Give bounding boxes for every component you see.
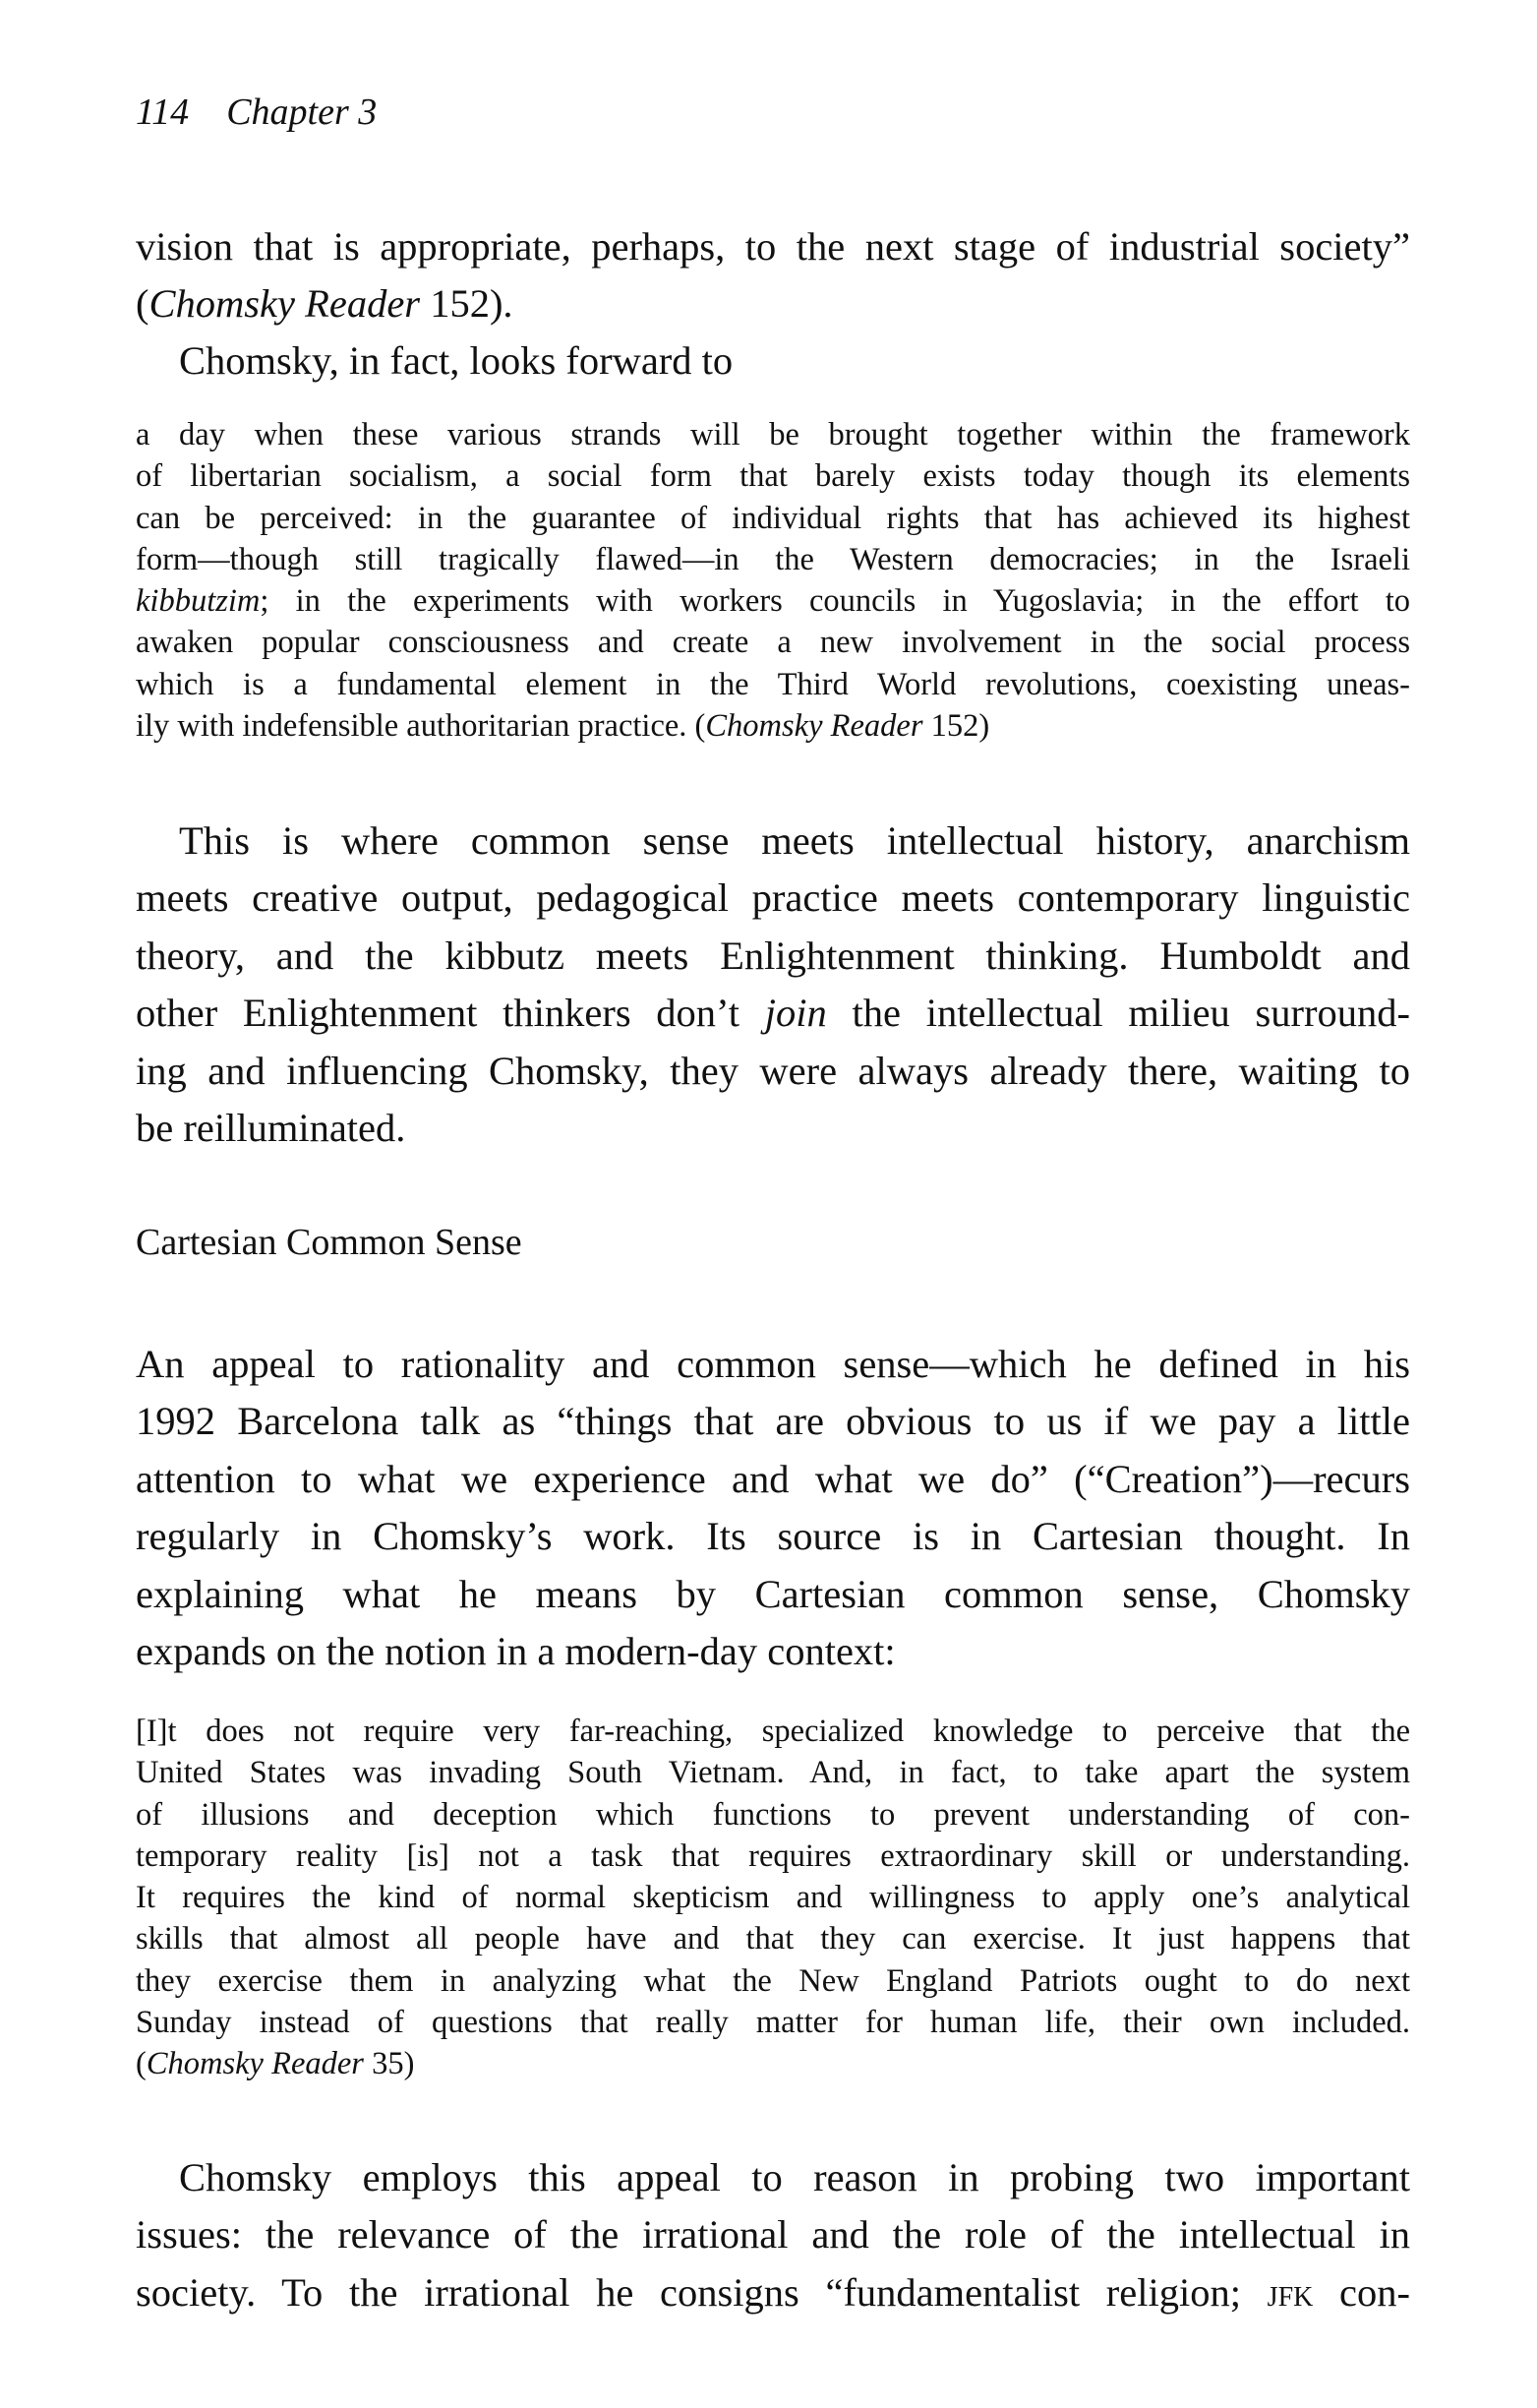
text-line: be reilluminated. (136, 1106, 406, 1151)
text-line: regularly in Chomsky’s work. Its source is in Cartesian thought. In (136, 1514, 1410, 1559)
text-line: ing and influencing Chomsky, they were always already there, waiting to (136, 1048, 1410, 1093)
quote-line: a day when these various strands will be brought together within the framework (136, 417, 1410, 452)
text-line: meets creative output, pedagogical practice meets contemporary linguistic (136, 875, 1410, 921)
citation-title: Chomsky Reader (705, 708, 923, 745)
quote-line: [I]t does not require very far-reaching, specialized knowledge to perceive that the (136, 1714, 1410, 1749)
text-line: vision that is appropriate, perhaps, to the next stage of industrial society” (136, 224, 1410, 269)
citation-title: Chomsky Reader (148, 281, 421, 327)
page-number: 114 (136, 91, 190, 133)
running-header (136, 90, 377, 134)
small-caps-abbreviation: jfk (1267, 2269, 1314, 2315)
text-line: Chomsky employs this appeal to reason in probing two important (179, 2155, 1410, 2199)
text-line: 1992 Barcelona talk as “things that are obvious to us if we pay a little (136, 1399, 1410, 1444)
quote-line: awaken popular consciousness and create a new involvement in the social process (136, 625, 1410, 661)
text-line: expands on the notion in a modern-day context: (136, 1629, 896, 1674)
text-line: attention to what we experience and what we do” (“Creation”)—recurs (136, 1456, 1410, 1501)
italic-term: join (764, 991, 827, 1036)
paragraph-reason (136, 2149, 1410, 2321)
text-line: other Enlightenment thinkers don’t join the intellectual milieu surround- (136, 991, 1410, 1036)
quote-line: kibbutzim; in the experiments with workers councils in Yugoslavia; in the effort to (136, 583, 1410, 620)
text-line: This is where common sense meets intellectual history, anarchism (179, 818, 1410, 863)
quote-line: which is a fundamental element in the Third World revolutions, coexisting uneas- (136, 666, 1410, 702)
citation-title: Chomsky Reader (146, 2046, 364, 2082)
paragraph-lead-in: Chomsky, in fact, looks forward to (179, 338, 734, 383)
quote-line: (Chomsky Reader 35) (136, 2046, 415, 2082)
quote-line: can be perceived: in the guarantee of individual rights that has achieved its highest (136, 500, 1410, 536)
text-line: explaining what he means by Cartesian common sense, Chomsky (136, 1571, 1410, 1616)
quote-line: Sunday instead of questions that really matter for human life, their own included. (136, 2005, 1410, 2041)
paragraph-continuation (136, 218, 1410, 333)
quote-line: ily with indefensible authoritarian practice. (Chomsky Reader 152) (136, 708, 990, 745)
text-line: theory, and the kibbutz meets Enlightenment thinking. Humboldt and (136, 933, 1410, 978)
text-line: An appeal to rationality and common sense—which he defined in his (136, 1342, 1410, 1386)
paragraph-cartesian (136, 1336, 1410, 1680)
text-line: society. To the irrational he consigns “fundamentalist religion; jfk con- (136, 2269, 1410, 2315)
quote-line: form—though still tragically flawed—in the Western democracies; in the Israeli (136, 541, 1410, 577)
quote-line: they exercise them in analyzing what the New England Patriots ought to do next (136, 1962, 1410, 1999)
quote-line: of illusions and deception which functions to prevent understanding of con- (136, 1796, 1410, 1833)
quote-line: of libertarian socialism, a social form that barely exists today though its elements (136, 458, 1410, 495)
block-quote-libertarian-socialism (136, 414, 1410, 747)
italic-term: kibbutzim (136, 583, 261, 620)
text-line: (Chomsky Reader 152). (136, 281, 513, 327)
paragraph-enlightenment (136, 813, 1410, 1157)
block-quote-skepticism (136, 1711, 1410, 2085)
chapter-title: Chapter 3 (226, 91, 378, 133)
quote-line: It requires the kind of normal skepticism and willingness to apply one’s analytical (136, 1880, 1410, 1916)
quote-line: temporary reality [is] not a task that requires extraordinary skill or understanding. (136, 1837, 1410, 1874)
section-heading: Cartesian Common Sense (136, 1222, 522, 1263)
text-line: issues: the relevance of the irrational and the role of the intellectual in (136, 2212, 1410, 2258)
quote-line: United States was invading South Vietnam. And, in fact, to take apart the system (136, 1755, 1410, 1791)
quote-line: skills that almost all people have and that they can exercise. It just happens that (136, 1921, 1410, 1957)
